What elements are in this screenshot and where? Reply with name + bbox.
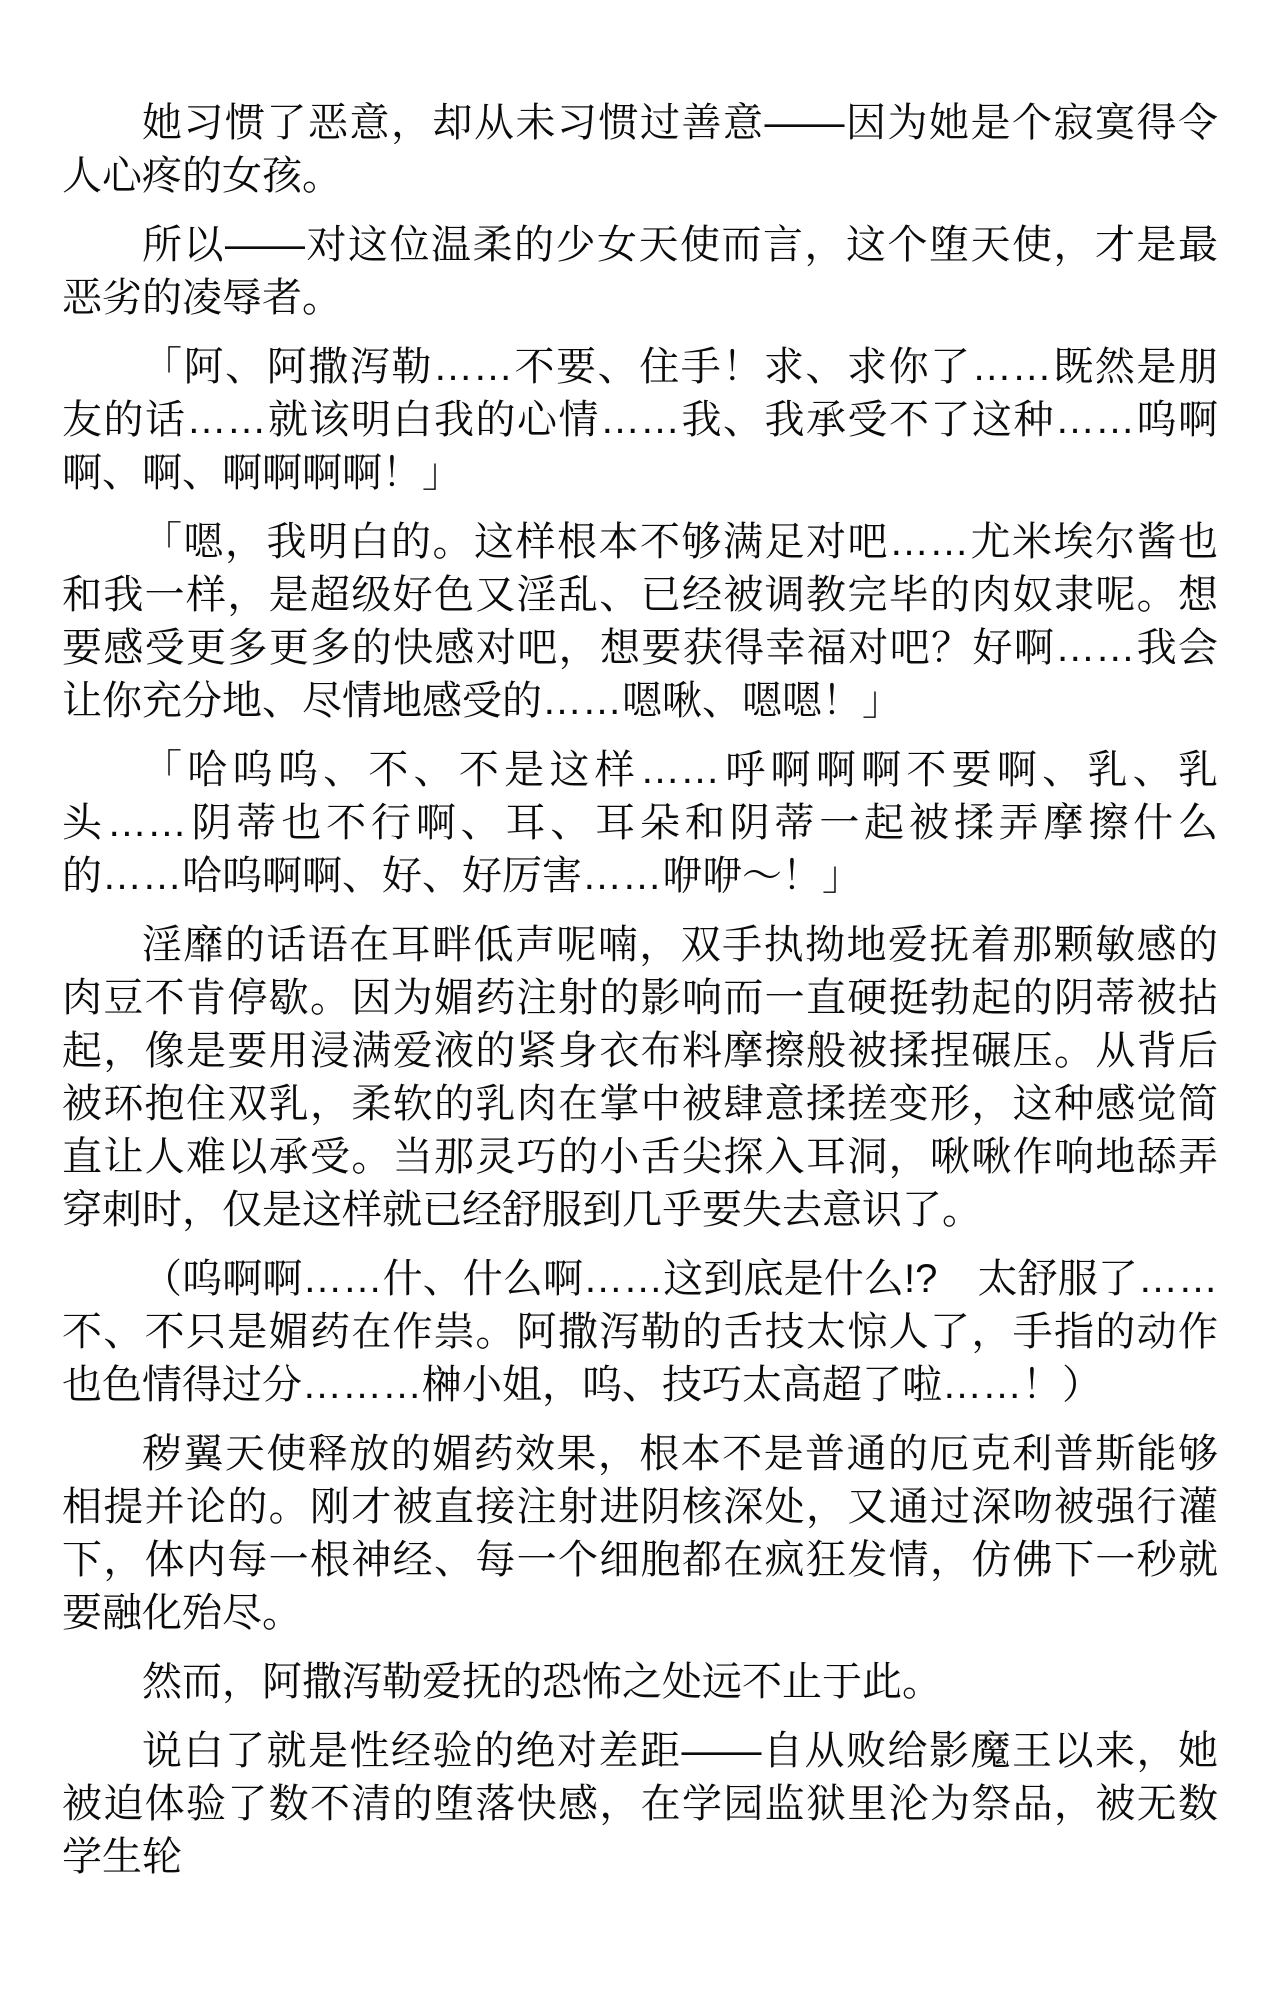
paragraph: 「阿、阿撒泻勒……不要、住手！求、求你了……既然是朋友的话……就该明白我的心情……我、我承受不了这种……呜啊啊、啊、啊啊啊啊！」: [62, 345, 1218, 495]
paragraph: 「嗯，我明白的。这样根本不够满足对吧……尤米埃尔酱也和我一样，是超级好色又淫乱、已经被调教完毕的肉奴隶呢。想要感受更多更多的快感对吧，想要获得幸福对吧？好啊……我会让你充分地、尽情地感受的……嗯啾、嗯嗯！」: [62, 520, 1218, 723]
paragraph: 然而，阿撒泻勒爱抚的恐怖之处远不止于此。: [142, 1660, 942, 1704]
page-text: [62, 97, 1218, 1884]
paragraph: 淫靡的话语在耳畔低声呢喃，双手执拗地爱抚着那颗敏感的肉豆不肯停歇。因为媚药注射的影响而一直硬挺勃起的阴蒂被拈起，像是要用浸满爱液的紧身衣布料摩擦般被揉捏碾压。从背后被环抱住双乳，柔软的乳肉在掌中被肆意揉搓变形，这种感觉简直让人难以承受。当那灵巧的小舌尖探入耳洞，啾啾作响地舔弄穿刺时，仅是这样就已经舒服到几乎要失去意识了。: [62, 923, 1218, 1232]
paragraph: 她习惯了恶意，却从未习惯过善意——因为她是个寂寞得令人心疼的女孩。: [62, 101, 1218, 198]
paragraph: 所以——对这位温柔的少女天使而言，这个堕天使，才是最恶劣的凌辱者。: [62, 223, 1218, 320]
paragraph: （呜啊啊……什、什么啊……这到底是什么!? 太舒服了……不、不只是媚药在作祟。阿撒泻勒的舌技太惊人了，手指的动作也色情得过分………榊小姐，呜、技巧太高超了啦……！）: [62, 1257, 1218, 1407]
paragraph: 说白了就是性经验的绝对差距——自从败给影魔王以来，她被迫体验了数不清的堕落快感，在学园监狱里沦为祭品，被无数学生轮: [62, 1729, 1218, 1879]
paragraph: 秽翼天使释放的媚药效果，根本不是普通的厄克利普斯能够相提并论的。刚才被直接注射进阴核深处，又通过深吻被强行灌下，体内每一根神经、每一个细胞都在疯狂发情，仿佛下一秒就要融化殆尽。: [62, 1432, 1218, 1635]
paragraph: 「哈呜呜、不、不是这样……呼啊啊啊不要啊、乳、乳头……阴蒂也不行啊、耳、耳朵和阴蒂一起被揉弄摩擦什么的……哈呜啊啊、好、好厉害……咿咿～！」: [62, 748, 1218, 898]
